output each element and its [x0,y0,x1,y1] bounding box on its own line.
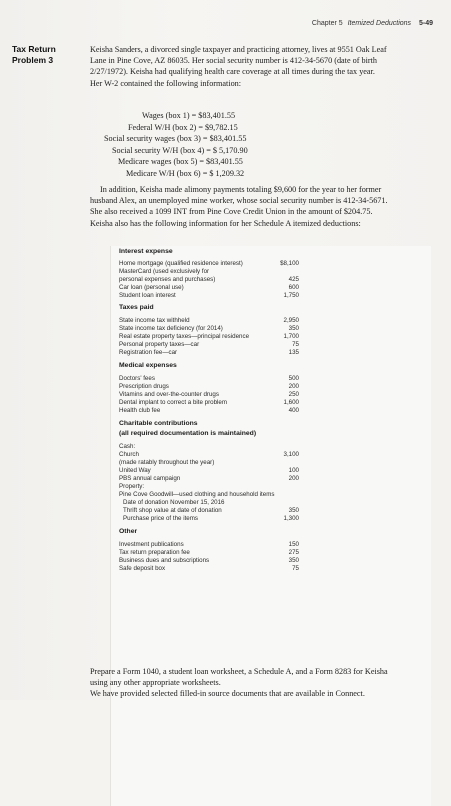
deduction-label: Health club fee [119,407,161,414]
section-title-taxes: Taxes paid [119,304,154,311]
w2-wages: Wages (box 1) = $83,401.55 [142,111,236,120]
deduction-amount: 350 [288,507,299,514]
deduction-label: United Way [119,467,151,474]
w2-medicare-wages: Medicare wages (box 5) = $83,401.55 [118,157,243,166]
additional-line: husband Alex, an unemployed mine worker, whose social security number is 412-34-5671. [90,196,388,206]
additional-line: She also received a 1099 INT from Pine Cove Credit Union in the amount of $204.75. [90,207,373,217]
instructions-paragraph [90,666,440,700]
deduction-amount: 1,300 [283,515,299,522]
deduction-amount: 1,700 [283,333,299,340]
intro-line: Her W-2 contained the following information: [90,78,242,88]
instruction-line: We have provided selected filled-in source documents that are available in Connect. [90,689,365,699]
deduction-label: Tax return preparation fee [119,549,190,556]
deduction-amount: 75 [292,565,299,572]
deduction-label: personal expenses and purchases) [119,276,216,283]
problem-label-line-2: Problem 3 [12,55,54,65]
section-title-other: Other [119,528,138,535]
deduction-label: State income tax withheld [119,317,190,324]
deduction-amount: 200 [288,383,299,390]
deduction-label: Personal property taxes—car [119,341,200,348]
deduction-label: Cash: [119,443,136,450]
section-title-medical: Medical expenses [119,362,177,369]
deduction-label: Car loan (personal use) [119,284,184,291]
page-header [312,20,433,27]
deduction-amount: 275 [288,549,299,556]
intro-line: Keisha Sanders, a divorced single taxpayer and practicing attorney, lives at 9551 Oak Leaf [90,45,387,54]
deduction-amount: 425 [288,276,299,283]
w2-medicare-wh: Medicare W/H (box 6) = $ 1,209.32 [126,168,245,178]
deduction-label: Thrift shop value at date of donation [123,507,222,514]
deduction-label: Safe deposit box [119,565,166,572]
section-subtitle-charitable: (all required documentation is maintained) [119,430,257,437]
itemized-deductions-table [110,246,431,806]
deduction-label: Vitamins and over-the-counter drugs [119,391,219,398]
additional-line: In addition, Keisha made alimony payments totaling $9,600 for the year to her former [100,185,382,194]
problem-label-line-1: Tax Return [12,44,56,54]
w2-federal-wh: Federal W/H (box 2) = $9,782.15 [128,122,238,132]
additional-line: Keisha also has the following information for her Schedule A itemized deductions: [90,218,361,228]
chapter-label: Chapter 5 [311,20,343,27]
intro-paragraph [90,44,440,89]
deduction-amount: $8,100 [280,260,299,267]
deduction-amount: 1,750 [283,292,299,299]
deduction-amount: 400 [288,407,299,414]
section-title-charitable: Charitable contributions [119,420,198,427]
deduction-label: PBS annual campaign [119,475,181,482]
instruction-line: using any other appropriate worksheets. [90,678,221,688]
deduction-amount: 2,950 [283,317,299,324]
deduction-label: Doctors' fees [119,375,155,382]
deduction-label: Church [119,451,139,458]
deduction-label: Property: [119,483,145,490]
deduction-label: MasterCard (used exclusively for [119,268,210,275]
deduction-amount: 600 [288,284,299,291]
deduction-amount: 100 [288,467,299,474]
deduction-label: Home mortgage (qualified residence interest) [119,260,243,267]
deduction-label: Purchase price of the items [123,515,198,522]
w2-ss-wh: Social security W/H (box 4) = $ 5,170.90 [112,145,248,155]
deduction-amount: 250 [288,391,299,398]
problem-label [12,44,56,66]
deduction-label: Prescription drugs [119,383,169,390]
deduction-amount: 1,600 [283,399,299,406]
intro-line: 2/27/1972). Keisha had qualifying health care coverage at all times during the tax year. [90,67,375,77]
deduction-label: Real estate property taxes—principal residence [119,333,250,340]
w2-ss-wages: Social security wages (box 3) = $83,401.55 [104,134,247,143]
chapter-title: Itemized Deductions [347,20,412,27]
deduction-label: State income tax deficiency (for 2014) [119,325,223,332]
deduction-label: Business dues and subscriptions [119,557,210,564]
page-number: 5-49 [418,20,433,27]
deduction-label: Dental implant to correct a bite problem [119,399,227,406]
deduction-amount: 350 [288,557,299,564]
deduction-amount: 500 [288,375,299,382]
deduction-label: Pine Cove Goodwill—used clothing and household items [119,491,275,498]
deduction-amount: 135 [288,349,299,356]
deduction-label: Investment publications [119,541,184,548]
deduction-amount: 3,100 [283,451,299,458]
deduction-label: (made ratably throughout the year) [119,459,215,466]
section-title-interest: Interest expense [119,248,173,255]
intro-line: Lane in Pine Cove, AZ 86035. Her social security number is 412-34-5670 (date of birth [90,56,377,66]
deduction-amount: 75 [292,341,299,348]
deduction-label: Registration fee—car [119,349,178,356]
deduction-amount: 150 [288,541,299,548]
deduction-amount: 200 [288,475,299,482]
deduction-label: Student loan interest [119,292,176,299]
deduction-label: Date of donation November 15, 2016 [123,499,225,506]
additional-info-paragraph [90,184,440,229]
deduction-amount: 350 [288,325,299,332]
instruction-line: Prepare a Form 1040, a student loan worksheet, a Schedule A, and a Form 8283 for Keisha [90,667,388,676]
